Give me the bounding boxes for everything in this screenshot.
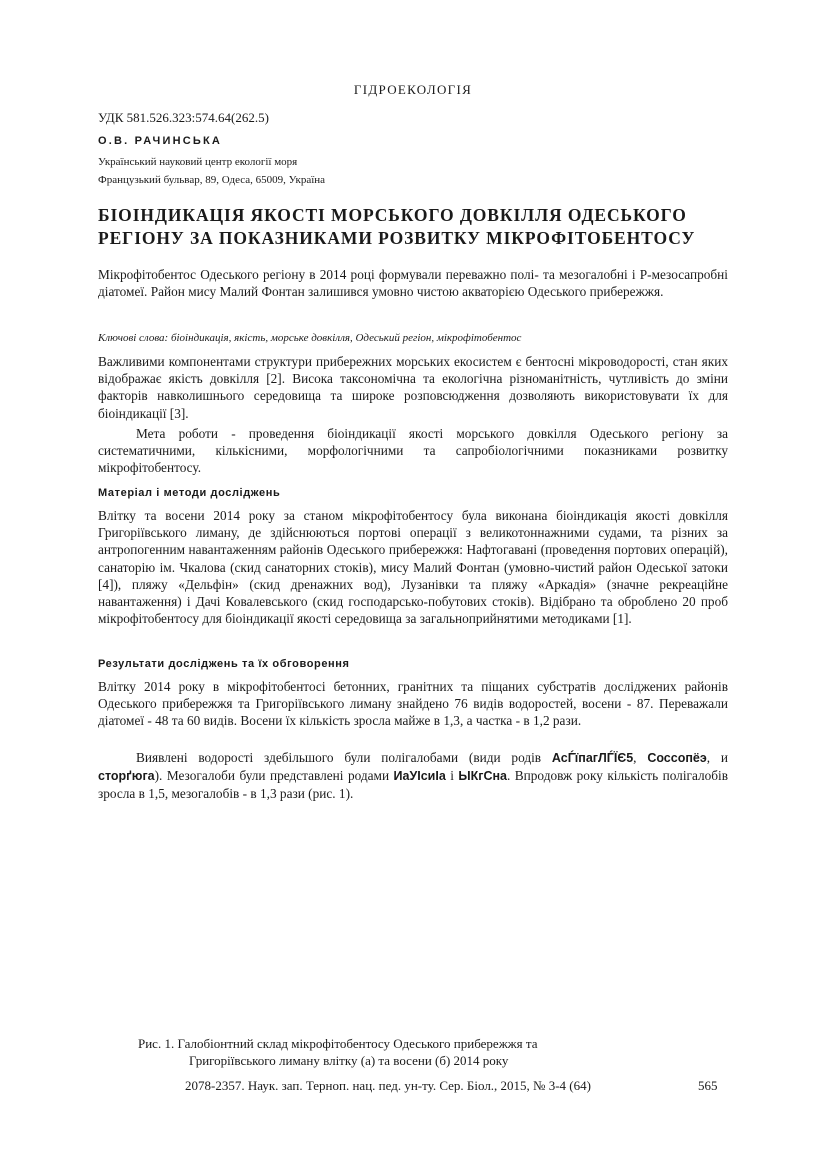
affiliation-line-1: Український науковий центр екології моря <box>98 156 298 168</box>
genus-name-2: Соссопёэ <box>647 751 707 765</box>
genus-name-3: сторґюга <box>98 769 155 784</box>
results-text-d: ). Мезогалоби були представлені родами <box>154 768 394 784</box>
paper-title: БІОІНДИКАЦІЯ ЯКОСТІ МОРСЬКОГО ДОВКІЛЛЯ ОДЕСЬКОГО РЕГІОНУ ЗА ПОКАЗНИКАМИ РОЗВИТКУ МІКРОФІТОБЕНТОСУ <box>98 205 696 248</box>
intro-paragraph-1: Важливими компонентами структури прибережних морських екосистем є бентосні мікроводорості, стан яких відображає якість довкілля [2]. Висока таксономічна та екологічна різноманітність, чутливість до зміни факторів навколишнього середовища та широке розповсюдження дозволяють використовувати їх для біоіндикації [3]. <box>98 354 728 421</box>
genus-name-1: АсЃїпагЛЃЇЄ5 <box>551 751 634 765</box>
keywords: Ключові слова: біоіндикація, якість, морське довкілля, Одеський регіон, мікрофітобентос <box>98 332 522 344</box>
journal-footer: 2078-2357. Наук. зап. Терноп. нац. пед. ун-ту. Сер. Біол., 2015, № 3-4 (64) <box>185 1078 591 1093</box>
affiliation-line-2: Французький бульвар, 89, Одеса, 65009, Україна <box>98 174 326 186</box>
results-paragraph-1: Влітку 2014 року в мікрофітобентосі бетонних, гранітних та піщаних субстратів досліджених районів Одеського прибережжя та Григоріївського лиману знайдено 76 видів водоростей, восени - 87. Переважали діатомеї - 48 та 60 видів. Восени їх кількість зросла майже в 1,3, а частка - в 1,2 рази. <box>98 679 728 729</box>
results-paragraph-2 <box>98 749 728 803</box>
figure-caption-line-2: Григоріївського лиману влітку (а) та восени (б) 2014 року <box>189 1053 509 1068</box>
results-text-f: . Впродовж року кількість полігалобів зросла в 1,5, мезогалобів - в 1,3 рази (рис. 1). <box>98 768 729 802</box>
results-text-a: Виявлені водорості здебільшого були полігалобами (види родів <box>136 750 552 765</box>
methods-paragraph: Влітку та восени 2014 року за станом мікрофітобентосу була виконана біоіндикація якості довкілля Григоріївського лиману, де здійснюються портові операції з великотоннажними судами, та різних за антропогенним навантаженням районів Одеського прибережжя: Нафтогавані (проведення портових операцій), санаторію ім. Чкалова (скид санаторних стоків), мису Малий Фонтан (умовно-чистий район Одеської затоки [4]), пляжу «Дельфін» (скид дренажних вод), Лузанівки та пляжу «Аркадія» (значне рекреаційне навантаження) і Дачі Ковалевського (скид господарсько-побутових стоків). Відібрано та оброблено 20 проб мікрофітобентосу для біоіндикації якості середовища за загальноприйнятими методиками [1]. <box>98 508 728 627</box>
results-text-c: , и <box>706 750 729 765</box>
results-text-e: і <box>445 768 459 784</box>
section-header: ГІДРОЕКОЛОГІЯ <box>353 82 473 97</box>
methods-heading: Матеріал і методи досліджень <box>98 487 281 499</box>
genus-name-5: ЫКгСна <box>458 769 508 784</box>
genus-name-4: ИаУІсиІа <box>393 769 446 784</box>
abstract: Мікрофітобентос Одеського регіону в 2014 році формували переважно полі- та мезогалобні і Р-мезосапробні діатомеї. Район мису Малий Фонтан залишився умовно чистою акваторією Одеського прибережжя. <box>98 267 728 300</box>
intro-paragraph-2: Мета роботи - проведення біоіндикації якості морського довкілля Одеського регіону за систематичними, кількісними, морфологічними та сапробіологічними показниками розвитку мікрофітобентосу. <box>98 426 728 476</box>
figure-caption-line-1: Рис. 1. Галобіонтний склад мікрофітобентосу Одеського прибережжя та <box>138 1036 538 1051</box>
results-heading: Результати досліджень та їх обговорення <box>98 658 350 670</box>
figure-caption <box>138 1035 538 1069</box>
page-number: 565 <box>698 1078 718 1093</box>
results-text-b: , <box>633 750 648 765</box>
udc-code: УДК 581.526.323:574.64(262.5) <box>98 110 269 125</box>
author-name: О.В. РАЧИНСЬКА <box>98 135 223 147</box>
